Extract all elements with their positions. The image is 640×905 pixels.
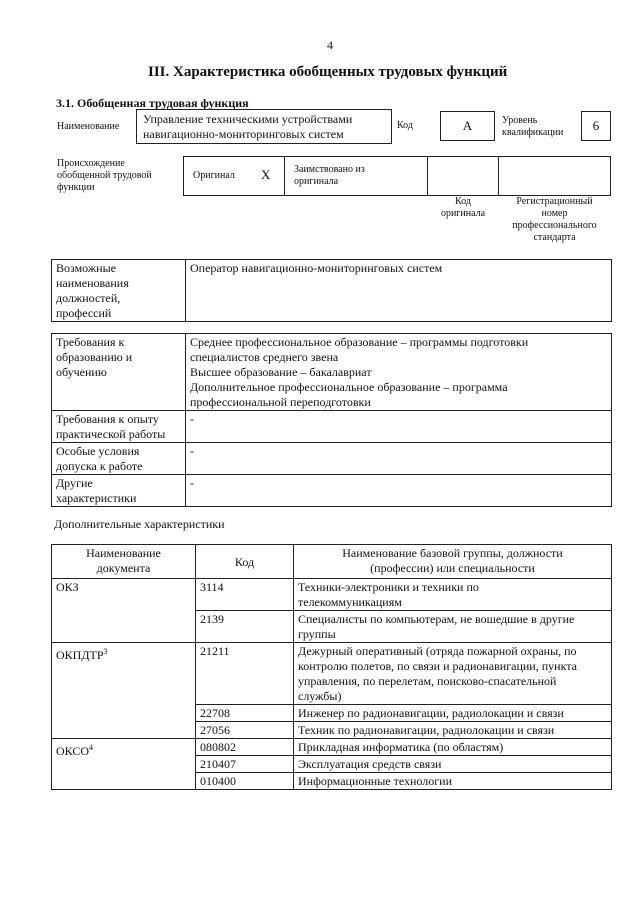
education-value-line: специалистов среднего звена (190, 350, 339, 364)
other-label-line: характеристики (56, 491, 137, 505)
header-name (294, 545, 612, 579)
occupation-cell (294, 579, 612, 611)
reg-line3: профессионального (512, 220, 597, 231)
code-cell: 210407 (196, 756, 294, 773)
education-label-line: обучению (56, 365, 107, 379)
experience-label-line: практической работы (56, 427, 166, 441)
code-cell: 3114 (196, 579, 294, 611)
conditions-value: - (186, 443, 612, 475)
positions-label (52, 260, 186, 322)
doc-name: ОКПДТР (56, 648, 104, 662)
positions-label-line: должностей, (56, 291, 121, 305)
reg-number-caption (498, 196, 611, 244)
level-label-line1: Уровень (502, 115, 538, 126)
borrowed-line1: Заимствовано из (294, 164, 365, 175)
original-mark: X (261, 167, 271, 182)
education-value-line: Высшее образование – бакалавриат (190, 365, 372, 379)
experience-label-line: Требования к опыту (56, 412, 159, 426)
code-original-cell (427, 156, 499, 196)
section-title: III. Характеристика обобщенных трудовых функций (148, 64, 508, 80)
occupation-cell (294, 643, 612, 705)
doc-cell (52, 579, 196, 643)
other-value: - (186, 475, 612, 507)
reg-number-cell (498, 156, 611, 196)
education-value-line: профессиональной переподготовки (190, 395, 371, 409)
additional-table (51, 544, 612, 790)
code-original-caption (427, 196, 499, 220)
other-label (52, 475, 186, 507)
education-value (186, 334, 612, 411)
occupation-line: контролю полетов, по связи и радионавигации, пункта (298, 659, 577, 673)
code-cell: 21211 (196, 643, 294, 705)
occupation-line: Эксплуатация средств связи (298, 757, 442, 771)
origin-label-line1: Происхождение (57, 158, 125, 169)
occupation-cell (294, 773, 612, 790)
occupation-line: телекоммуникациям (298, 595, 402, 609)
conditions-label-line: Особые условия (56, 444, 140, 458)
education-value-line: Среднее профессиональное образование – программы подготовки (190, 335, 529, 349)
code-cell: 2139 (196, 611, 294, 643)
occupation-line: управления, по перелетам, поисково-спасательной (298, 674, 557, 688)
function-name-line2: навигационно-мониторинговых систем (143, 127, 344, 141)
header-code: Код (196, 545, 294, 579)
occupation-line: Прикладная информатика (по областям) (298, 740, 504, 754)
experience-label (52, 411, 186, 443)
occupation-line: Специалисты по компьютерам, не вошедшие в другие (298, 612, 575, 626)
code-label: Код (397, 120, 413, 131)
reg-line1: Регистрационный (516, 196, 593, 207)
origin-label-line3: функции (57, 182, 95, 193)
original-cell (183, 156, 285, 196)
code-original-line2: оригинала (440, 208, 486, 219)
footnote-ref: 3 (103, 647, 108, 656)
occupation-cell (294, 611, 612, 643)
requirements-table (51, 333, 612, 507)
conditions-label (52, 443, 186, 475)
positions-label-line: наименования (56, 276, 129, 290)
positions-label-line: профессий (56, 306, 112, 320)
original-label: Оригинал (193, 170, 235, 181)
page-number: 4 (327, 38, 333, 52)
header-name-line: (профессии) или специальности (370, 561, 535, 575)
origin-grid (183, 156, 611, 196)
borrowed-line2: оригинала (294, 176, 339, 187)
education-label-line: образованию и (56, 350, 133, 364)
occupation-line: Техники-электроники и техники по (298, 580, 479, 594)
occupation-line: Техник по радионавигации, радиолокации и связи (298, 723, 555, 737)
table-row (52, 643, 612, 705)
doc-name: ОКЗ (56, 580, 79, 594)
code-original-line1: Код (455, 196, 471, 207)
function-name-line1: Управление техническими устройствами (143, 112, 353, 126)
doc-cell (52, 739, 196, 790)
name-label: Наименование (57, 121, 120, 132)
occupation-line: Информационные технологии (298, 774, 453, 788)
function-name-box (136, 109, 392, 144)
experience-value: - (186, 411, 612, 443)
function-code-value: А (440, 111, 495, 141)
education-label-line: Требования к (56, 335, 125, 349)
origin-label-line2: обобщенной трудовой (57, 170, 152, 181)
occupation-cell (294, 739, 612, 756)
additional-title: Дополнительные характеристики (54, 517, 225, 531)
table-row (52, 579, 612, 611)
code-cell: 22708 (196, 705, 294, 722)
header-doc-line: документа (96, 561, 151, 575)
conditions-label-line: допуска к работе (56, 459, 143, 473)
footnote-ref: 4 (89, 743, 94, 752)
other-label-line: Другие (56, 476, 93, 490)
occupation-cell (294, 722, 612, 739)
doc-cell (52, 643, 196, 739)
occupation-cell (294, 705, 612, 722)
code-cell: 010400 (196, 773, 294, 790)
header-name-line: Наименование базовой группы, должности (342, 546, 563, 560)
positions-label-line: Возможные (56, 261, 116, 275)
code-cell: 080802 (196, 739, 294, 756)
level-value: 6 (581, 111, 611, 141)
positions-table (51, 259, 612, 322)
code-cell: 27056 (196, 722, 294, 739)
subsection-title: 3.1. Обобщенная трудовая функция (56, 96, 249, 110)
table-row (52, 739, 612, 756)
reg-line4: стандарта (533, 232, 576, 243)
education-label (52, 334, 186, 411)
occupation-line: группы (298, 627, 336, 641)
occupation-line: Дежурный оперативный (отряда пожарной охраны, по (298, 644, 577, 658)
positions-value: Оператор навигационно-мониторинговых систем (186, 260, 612, 322)
doc-name: ОКСО (56, 744, 90, 758)
header-doc (52, 545, 196, 579)
borrowed-cell (284, 156, 428, 196)
reg-line2: номер (541, 208, 568, 219)
occupation-cell (294, 756, 612, 773)
occupation-line: Инженер по радионавигации, радиолокации и связи (298, 706, 564, 720)
occupation-line: службы) (298, 689, 342, 703)
level-label-line2: квалификации (502, 127, 564, 138)
education-value-line: Дополнительное профессиональное образование – программа (190, 380, 508, 394)
header-doc-line: Наименование (86, 546, 161, 560)
